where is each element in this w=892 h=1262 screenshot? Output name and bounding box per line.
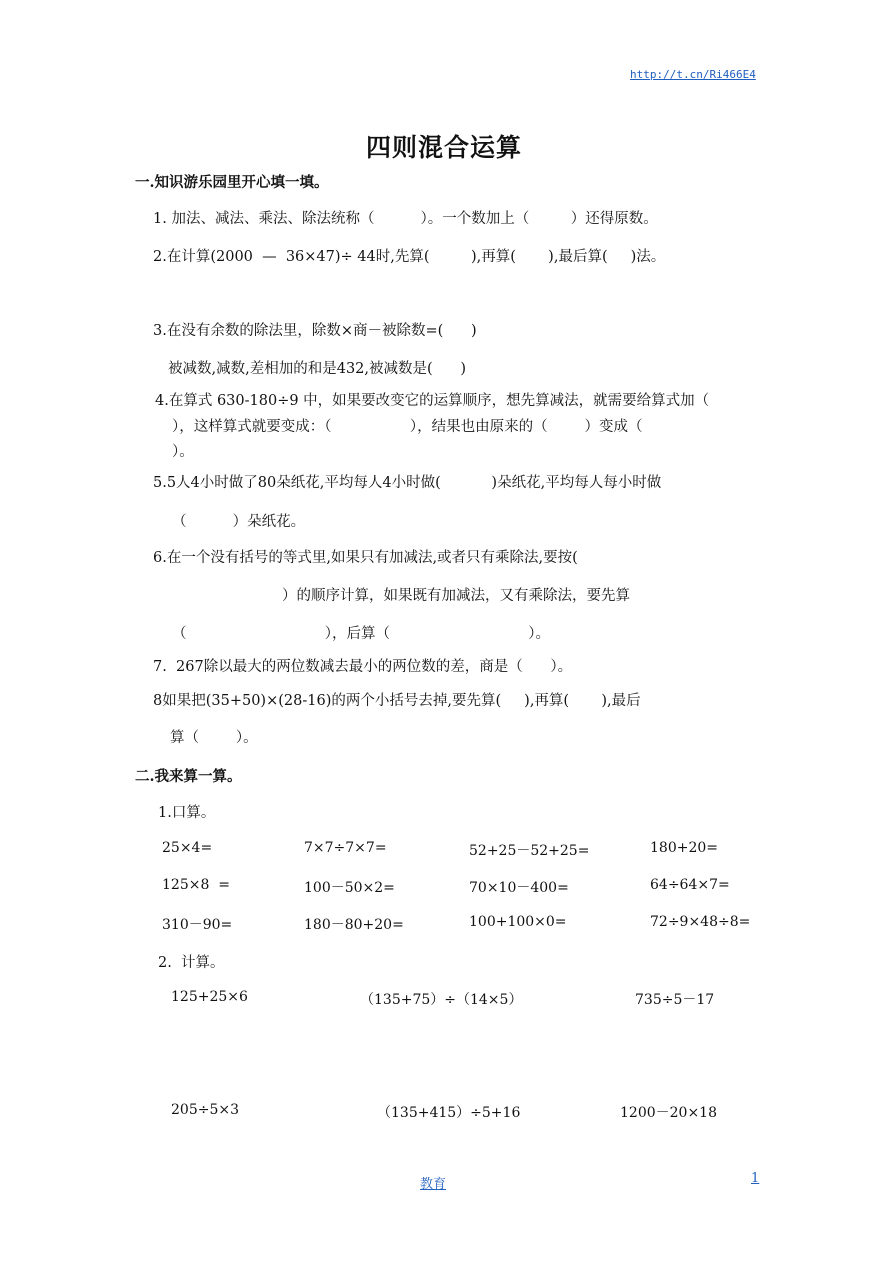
page-number: 1 (751, 1171, 760, 1186)
calc-item: 125+25×6 (171, 989, 248, 1005)
question-4-line-3: ）。 (172, 444, 194, 460)
oral-item: 100+100×0= (469, 914, 567, 930)
question-1: 1. 加法、减法、乘法、除法统称（ ）。一个数加上（ ）还得原数。 (153, 211, 658, 227)
header-link[interactable]: http://t.cn/Ri466E4 (630, 68, 756, 81)
question-3: 3.在没有余数的除法里，除数×商－被除数=( ) (153, 323, 477, 339)
question-4-line-1: 4.在算式 630-180÷9 中，如果要改变它的运算顺序，想先算减法，就需要给算式加（ (155, 393, 710, 409)
calc-heading: 2. 计算。 (158, 955, 225, 971)
oral-item: 310－90= (162, 917, 233, 933)
question-8-line-1: 8如果把(35+50)×(28-16)的两个小括号去掉,要先算( ),再算( ),最后 (153, 693, 641, 709)
calc-item: 205÷5×3 (171, 1102, 239, 1118)
oral-item: 7×7÷7×7= (304, 840, 387, 856)
question-2: 2.在计算(2000 — 36×47)÷ 44时,先算( ),再算( ),最后算( )法。 (153, 249, 666, 265)
oral-item: 100－50×2= (304, 880, 395, 896)
question-6-line-3: （ ），后算（ ）。 (172, 626, 551, 642)
page-title: 四则混合运算 (366, 133, 523, 162)
oral-item: 125×8 = (162, 877, 230, 893)
section-1-heading: 一.知识游乐园里开心填一填。 (135, 174, 329, 191)
question-7: 7. 267除以最大的两位数减去最小的两位数的差，商是（ ）。 (153, 659, 573, 675)
footer-link[interactable]: 教育 (420, 1177, 447, 1192)
oral-item: 25×4= (162, 840, 213, 856)
question-6-line-2: ）的顺序计算，如果既有加减法，又有乘除法，要先算 (282, 588, 630, 604)
question-5-line-2: （ ）朵纸花。 (172, 514, 306, 530)
question-8-line-2: 算（ ）。 (170, 730, 258, 746)
calc-item: （135+415）÷5+16 (377, 1105, 521, 1121)
oral-item: 72÷9×48÷8= (650, 914, 751, 930)
oral-item: 180+20= (650, 840, 718, 856)
oral-item: 70×10－400= (469, 880, 569, 896)
oral-item: 64÷64×7= (650, 877, 730, 893)
question-3b: 被减数,减数,差相加的和是432,被减数是( ) (168, 361, 466, 377)
calc-item: 735÷5－17 (635, 992, 715, 1008)
calc-item: 1200－20×18 (620, 1105, 717, 1121)
question-5-line-1: 5.5人4小时做了80朵纸花,平均每人4小时做( )朵纸花,平均每人每小时做 (153, 475, 662, 491)
section-2-heading: 二.我来算一算。 (135, 768, 242, 785)
oral-item: 52+25－52+25= (469, 843, 590, 859)
question-6-line-1: 6.在一个没有括号的等式里,如果只有加减法,或者只有乘除法,要按( (153, 550, 578, 566)
oral-item: 180－80+20= (304, 917, 404, 933)
calc-item: （135+75）÷（14×5） (360, 992, 523, 1008)
oral-calc-heading: 1.口算。 (158, 805, 216, 821)
question-4-line-2: ），这样算式就要变成：（ ），结果也由原来的（ ）变成（ (172, 419, 643, 435)
